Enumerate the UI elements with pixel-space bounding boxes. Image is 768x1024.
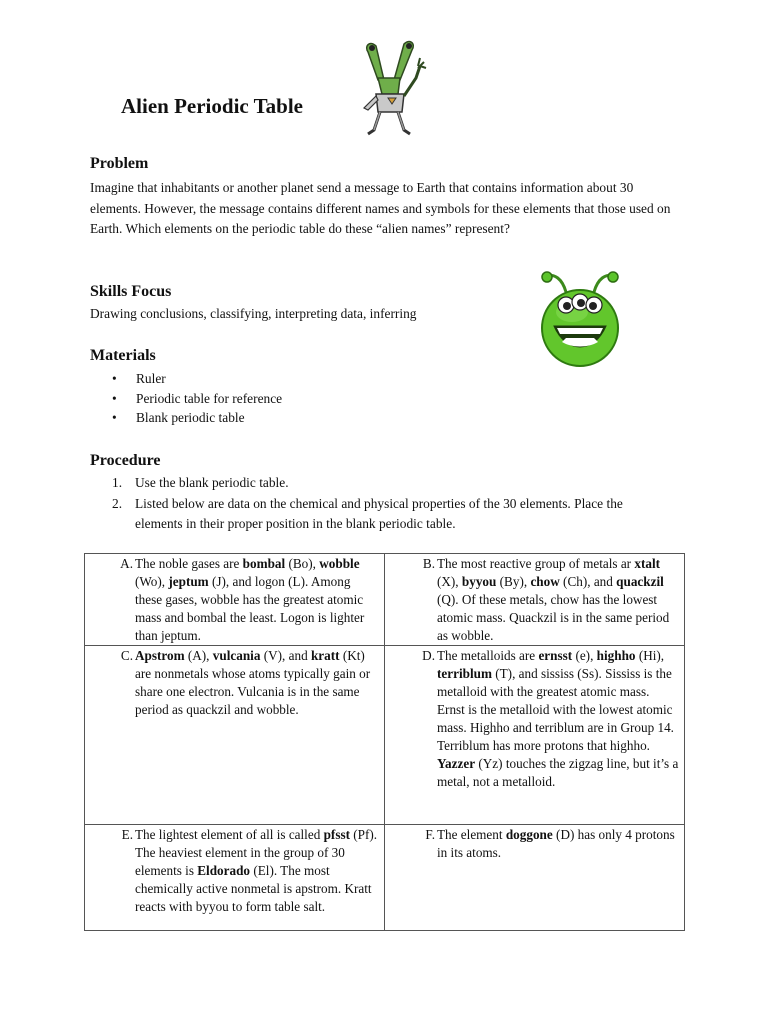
clue-cell-f: F. The element doggone (D) has only 4 protons in its atoms. <box>385 825 685 931</box>
skills-text: Drawing conclusions, classifying, interpreting data, inferring <box>90 306 417 321</box>
clue-cell-c: C. Apstrom (A), vulcania (V), and kratt (Kt) are nonmetals whose atoms typically gain or share one electron. Vulcania is in the same period as quackzil and wobble. <box>85 646 385 825</box>
clue-cell-a: A. The noble gases are bombal (Bo), wobble (Wo), jeptum (J), and logon (L). Among these gases, wobble has the greatest atomic mass and bombal the least. Logon is lighter than jeptum. <box>85 554 385 646</box>
clue-cell-b: B. The most reactive group of metals ar xtalt (X), byyou (By), chow (Ch), and quackzil (Q). Of these metals, chow has the lowest atomic mass. Quackzil is in the same period as wobble. <box>385 554 685 646</box>
problem-heading: Problem <box>90 155 149 172</box>
materials-list <box>90 369 282 428</box>
page-title: Alien Periodic Table <box>121 94 304 118</box>
clues-table <box>84 553 685 931</box>
clue-cell-d: D. The metalloids are ernsst (e), highho (Hi), terriblum (T), and sississ (Ss). Sississ is the metalloid with the greatest atomic mass. Ernst is the metalloid with the lowest atomic mass. Highho and terriblum are in Group 14. Terriblum has more protons that highho. Yazzer (Yz) touches the zigzag line, but it’s a metal, not a metalloid. <box>385 646 685 825</box>
procedure-heading: Procedure <box>90 452 161 469</box>
list-item: 1. Use the blank periodic table. <box>112 475 289 490</box>
list-item: 2. Listed below are data on the chemical and physical properties of the 30 elements. Place the elements in their proper position in the blank periodic table. <box>112 495 623 531</box>
list-item: • Ruler <box>90 369 282 389</box>
clue-cell-e: E. The lightest element of all is called pfsst (Pf). The heaviest element in the group of 30 elements is Eldorado (El). The most chemically active nonmetal is apstrom. Kratt reacts with byyou to form table salt. <box>85 825 385 931</box>
problem-text: Imagine that inhabitants or another planet send a message to Earth that contains information about 30 elements. However, the message contains different names and symbols for these elements that those used on Earth. Which elements on the periodic table do these “alien names” represent? <box>90 180 671 236</box>
alien-robot-icon <box>354 38 434 138</box>
green-alien-face-icon <box>536 268 626 368</box>
skills-heading: Skills Focus <box>90 283 172 300</box>
list-item: • Blank periodic table <box>90 408 282 428</box>
materials-heading: Materials <box>90 347 156 364</box>
list-item: • Periodic table for reference <box>90 389 282 409</box>
procedure-list <box>90 473 670 535</box>
